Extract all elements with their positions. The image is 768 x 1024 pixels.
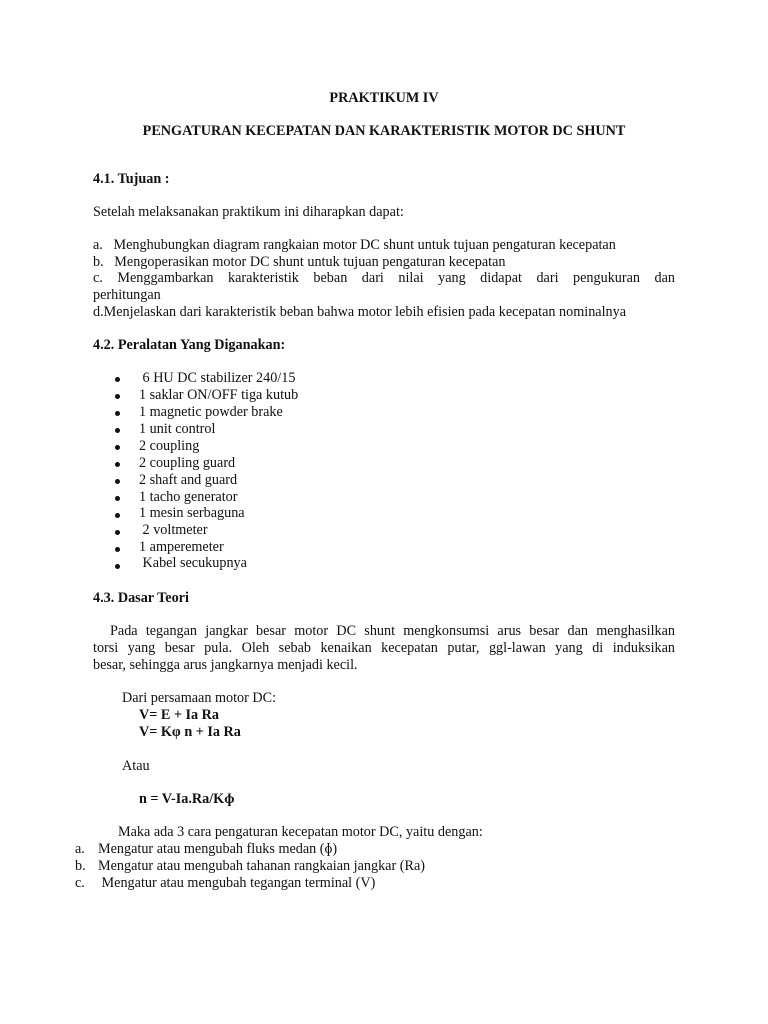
page-subtitle: PENGATURAN KECEPATAN DAN KARAKTERISTIK MOTOR DC SHUNT xyxy=(142,123,626,139)
bullet-icon xyxy=(115,547,120,552)
equipment-item: 1 amperemeter xyxy=(139,539,224,555)
equipment-item: 1 saklar ON/OFF tiga kutub xyxy=(139,387,299,403)
equation-3: n = V-Ia.Ra/Kɸ xyxy=(139,791,235,807)
bullet-icon xyxy=(115,479,120,484)
tujuan-intro: Setelah melaksanakan praktikum ini diharapkan dapat: xyxy=(93,204,404,220)
bullet-icon xyxy=(115,394,120,399)
equipment-item: 2 coupling xyxy=(139,438,200,454)
tujuan-item-d: d.Menjelaskan dari karakteristik beban bahwa motor lebih efisien pada kecepatan nominalnya xyxy=(93,304,627,320)
tujuan-item-b: b. Mengoperasikan motor DC shunt untuk tujuan pengaturan kecepatan xyxy=(93,254,506,270)
equipment-item: Kabel secukupnya xyxy=(139,555,247,571)
method-marker: c. xyxy=(75,875,85,891)
equation-2: V= Kφ n + Ia Ra xyxy=(139,724,241,740)
bullet-icon xyxy=(115,411,120,416)
theory-paragraph-line: besar, sehingga arus jangkarnya menjadi kecil. xyxy=(93,657,358,673)
equipment-item: 2 voltmeter xyxy=(139,522,208,538)
atau-label: Atau xyxy=(122,758,150,774)
equipment-item: 6 HU DC stabilizer 240/15 xyxy=(139,370,296,386)
bullet-icon xyxy=(115,530,120,535)
page-title: PRAKTIKUM IV xyxy=(329,90,439,106)
equipment-item: 2 shaft and guard xyxy=(139,472,238,488)
theory-paragraph-line: torsi yang besar pula. Oleh sebab kenaikan kecepatan putar, ggl-lawan yang di induksikan xyxy=(93,640,675,656)
theory-paragraph-line: Pada tegangan jangkar besar motor DC shunt mengkonsumsi arus besar dan menghasilkan xyxy=(110,623,675,639)
method-marker: a. xyxy=(75,841,85,857)
equation-lead: Dari persamaan motor DC: xyxy=(122,690,277,706)
method-item: Mengatur atau mengubah fluks medan (ɸ) xyxy=(98,841,338,857)
bullet-icon xyxy=(115,377,120,382)
section-heading-peralatan: 4.2. Peralatan Yang Diganakan: xyxy=(93,337,286,353)
tujuan-item-a: a. Menghubungkan diagram rangkaian motor DC shunt untuk tujuan pengaturan kecepatan xyxy=(93,237,616,253)
section-heading-dasar-teori: 4.3. Dasar Teori xyxy=(93,590,189,606)
bullet-icon xyxy=(115,564,120,569)
equipment-item: 1 mesin serbaguna xyxy=(139,505,245,521)
method-item: Mengatur atau mengubah tegangan terminal (V) xyxy=(98,875,376,891)
bullet-icon xyxy=(115,462,120,467)
bullet-icon xyxy=(115,445,120,450)
method-marker: b. xyxy=(75,858,86,874)
tujuan-item-c-cont: perhitungan xyxy=(93,287,161,303)
section-heading-tujuan: 4.1. Tujuan : xyxy=(93,171,170,187)
bullet-icon xyxy=(115,513,120,518)
equipment-item: 2 coupling guard xyxy=(139,455,236,471)
equation-1: V= E + Ia Ra xyxy=(139,707,220,723)
equipment-item: 1 magnetic powder brake xyxy=(139,404,283,420)
bullet-icon xyxy=(115,428,120,433)
methods-intro: Maka ada 3 cara pengaturan kecepatan motor DC, yaitu dengan: xyxy=(118,824,483,840)
equipment-item: 1 tacho generator xyxy=(139,489,238,505)
tujuan-item-c: c. Menggambarkan karakteristik beban dari nilai yang didapat dari pengukuran dan xyxy=(93,270,675,286)
equipment-item: 1 unit control xyxy=(139,421,216,437)
bullet-icon xyxy=(115,496,120,501)
method-item: Mengatur atau mengubah tahanan rangkaian jangkar (Ra) xyxy=(98,858,425,874)
